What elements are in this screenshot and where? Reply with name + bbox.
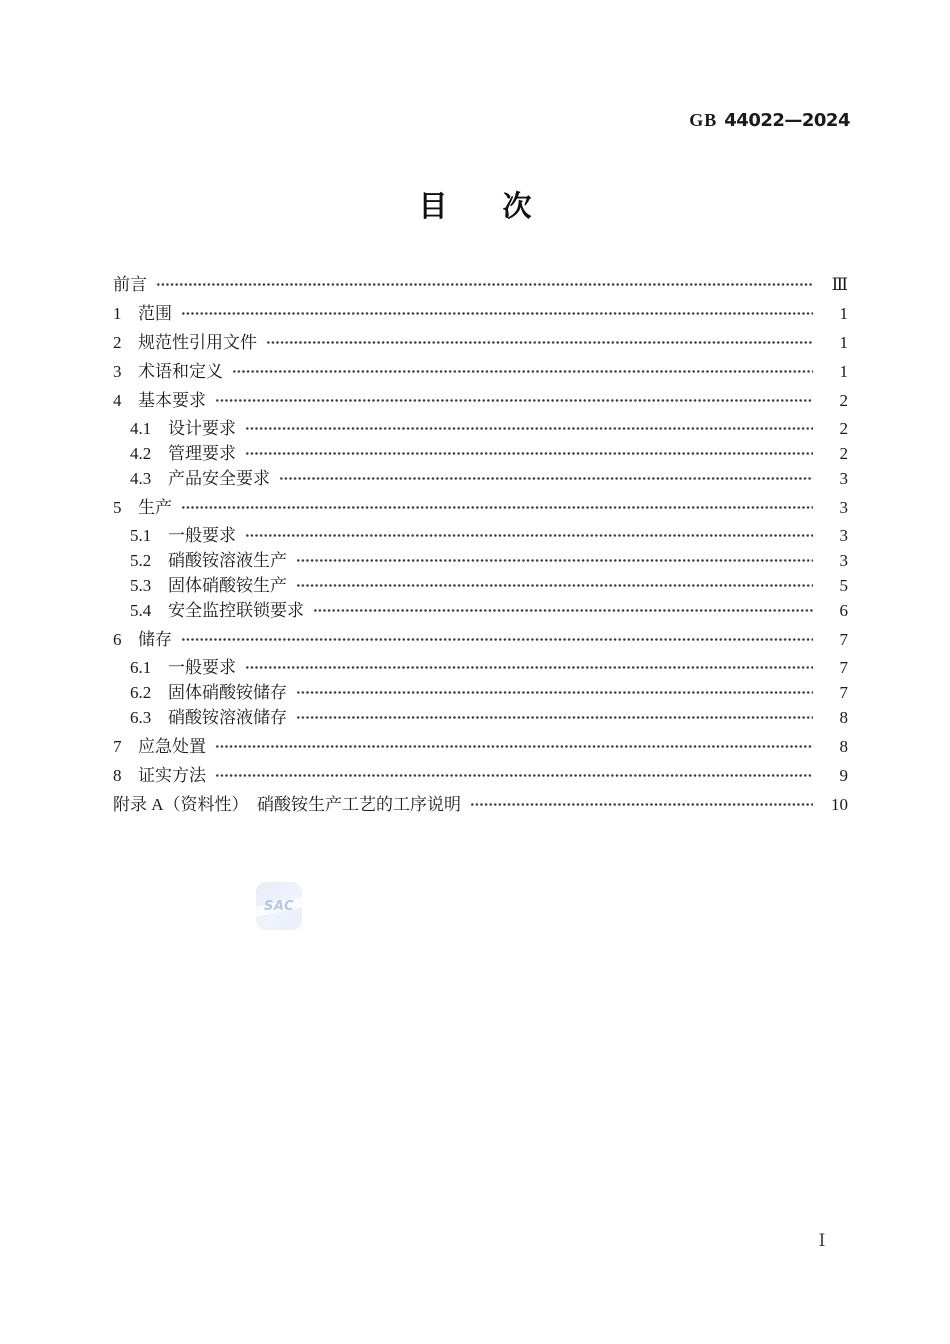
toc-entry-page: 3 [839,526,848,545]
toc-entry-number: 8 [113,766,122,785]
toc-entry-label: 管理要求 [168,444,236,463]
toc-entry-number: 6.2 [130,683,152,702]
toc-row [113,359,848,384]
toc-entry-page: 2 [839,444,848,463]
toc-entry-number: 7 [113,737,122,756]
toc-row [113,792,848,817]
toc-list [113,272,848,817]
toc-entry-label: 固体硝酸铵储存 [168,683,287,702]
toc-entry-page: 8 [839,737,848,756]
toc-entry-number: 5.3 [130,576,152,595]
toc-entry-number: 4.2 [130,444,152,463]
dot-leader [215,742,813,751]
toc-entry-number: 1 [113,304,122,323]
toc-entry-label: 基本要求 [138,391,206,410]
toc-entry-page: 7 [839,630,848,649]
sac-watermark-text: SAC [263,898,295,914]
toc-entry-label: 证实方法 [138,766,206,785]
toc-entry-page: 2 [839,419,848,438]
toc-entry-page: 6 [839,601,848,620]
toc-row [113,272,848,297]
toc-row [113,466,848,491]
toc-row [113,705,848,730]
toc-entry-label: 设计要求 [168,419,236,438]
toc-entry-page: 1 [839,333,848,352]
dot-leader [296,713,813,722]
dot-leader [470,800,813,809]
toc-row [113,627,848,652]
dot-leader [181,503,813,512]
toc-entry-number: 5.1 [130,526,152,545]
toc-entry-page: Ⅲ [831,275,848,294]
toc-entry-label: 前言 [113,275,147,294]
dot-leader [313,606,813,615]
toc-entry-label: 附录 A（资料性） 硝酸铵生产工艺的工序说明 [113,795,462,814]
page-title: 目 次 [418,189,545,223]
toc-row [113,763,848,788]
toc-entry-number: 2 [113,333,122,352]
toc-row [113,301,848,326]
toc-row [113,655,848,680]
toc-entry-label: 硝酸铵溶液生产 [168,551,287,570]
toc-entry-page: 7 [839,658,848,677]
dot-leader [245,449,813,458]
toc-row [113,416,848,441]
dot-leader [296,556,813,565]
dot-leader [215,396,813,405]
toc-entry-label: 生产 [138,498,172,517]
dot-leader [156,280,813,289]
toc-entry-label: 储存 [138,630,172,649]
dot-leader [181,635,813,644]
toc-row [113,734,848,759]
toc-entry-page: 8 [839,708,848,727]
toc-row [113,330,848,355]
toc-entry-number: 4.3 [130,469,152,488]
toc-row [113,388,848,413]
toc-entry-number: 4.1 [130,419,152,438]
toc-entry-number: 6.3 [130,708,152,727]
toc-entry-page: 3 [839,469,848,488]
toc-entry-page: 1 [839,362,848,381]
toc-entry-page: 1 [839,304,848,323]
standard-code [689,110,850,131]
toc-row [113,548,848,573]
toc-entry-label: 规范性引用文件 [138,333,257,352]
toc-entry-page: 7 [839,683,848,702]
toc-entry-label: 产品安全要求 [168,469,270,488]
toc-entry-page: 3 [839,498,848,517]
dot-leader [181,309,813,318]
dot-leader [232,367,813,376]
toc-row [113,495,848,520]
dot-leader [215,771,813,780]
toc-entry-page: 9 [839,766,848,785]
dot-leader [245,424,813,433]
toc-entry-number: 4 [113,391,122,410]
toc-row [113,573,848,598]
toc-entry-page: 5 [839,576,848,595]
toc-entry-number: 5 [113,498,122,517]
toc-row [113,441,848,466]
dot-leader [245,663,813,672]
footer-page-number: Ⅰ [818,1231,826,1250]
dot-leader [296,581,813,590]
standard-code-prefix: GB [689,110,718,130]
toc-entry-label: 固体硝酸铵生产 [168,576,287,595]
toc-row [113,523,848,548]
dot-leader [279,474,813,483]
toc-entry-label: 一般要求 [168,526,236,545]
toc-entry-label: 安全监控联锁要求 [168,601,304,620]
toc-entry-number: 5.2 [130,551,152,570]
toc-entry-number: 5.4 [130,601,152,620]
dot-leader [266,338,813,347]
toc-entry-label: 应急处置 [138,737,206,756]
toc-entry-label: 一般要求 [168,658,236,677]
toc-entry-label: 硝酸铵溶液储存 [168,708,287,727]
toc-entry-page: 10 [831,795,848,814]
toc-row [113,680,848,705]
toc-entry-page: 2 [839,391,848,410]
toc-entry-page: 3 [839,551,848,570]
toc-entry-number: 3 [113,362,122,381]
toc-row [113,598,848,623]
dot-leader [245,531,813,540]
sac-watermark-logo [256,882,302,930]
toc-entry-number: 6 [113,630,122,649]
standard-code-number: 44022—2024 [724,110,850,131]
toc-entry-label: 范围 [138,304,172,323]
toc-entry-label: 术语和定义 [138,362,223,381]
dot-leader [296,688,813,697]
toc-entry-number: 6.1 [130,658,152,677]
